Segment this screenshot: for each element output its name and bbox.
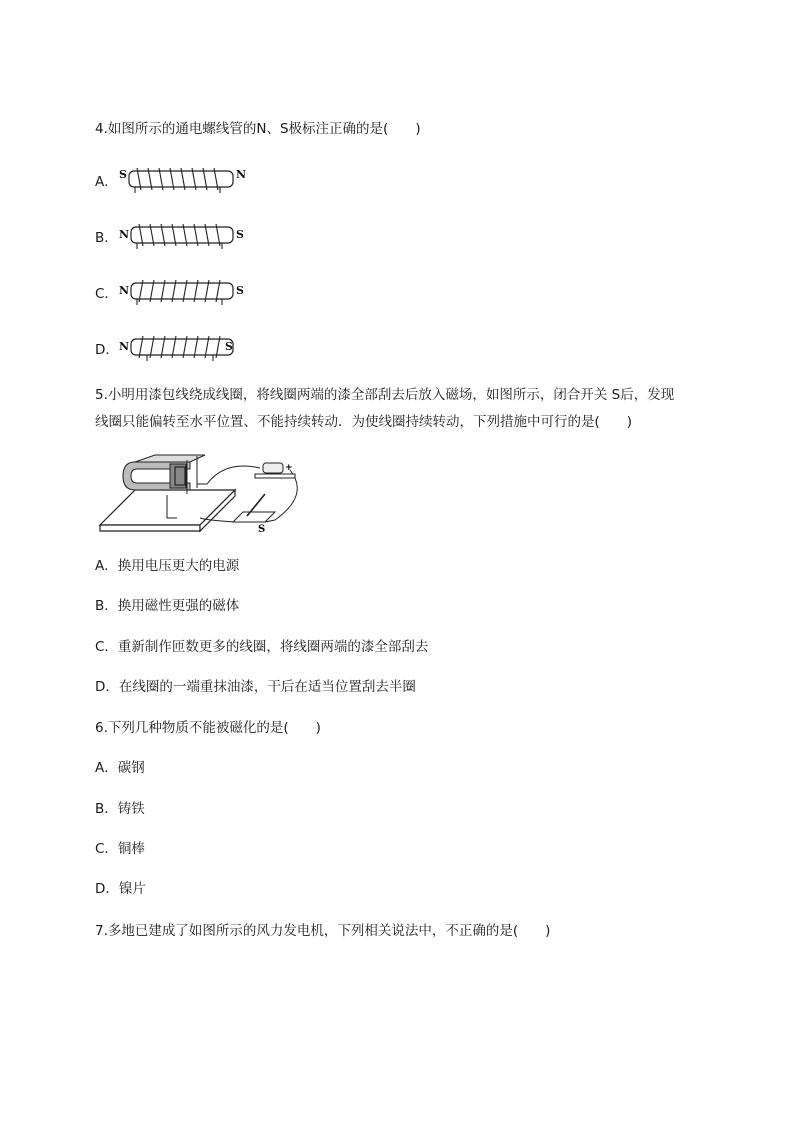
q4-option-a-label: A． (95, 174, 118, 190)
q5-stem-line1: 5.小明用漆包线绕成线圈，将线圈两端的漆全部刮去后放入磁场，如图所示，闭合开关 S后，发现 (95, 387, 675, 403)
q4-option-d-label: D． (95, 342, 119, 358)
solenoid-b-icon (119, 220, 249, 250)
switch-label: S (258, 524, 266, 535)
q4-b-left-pole: N (119, 228, 130, 241)
q4-a-left-pole: S (119, 168, 127, 181)
q4-d-left-pole: N (119, 340, 130, 353)
q6-option-d[interactable]: D．镍片 (95, 881, 146, 897)
solenoid-a-icon (119, 164, 249, 194)
q6-option-c[interactable]: C．铜棒 (95, 841, 145, 857)
q5-option-c[interactable]: C．重新制作匝数更多的线圈，将线圈两端的漆全部刮去 (95, 639, 429, 655)
solenoid-d-icon (119, 332, 249, 362)
q4-b-right-pole: S (236, 228, 244, 241)
q4-option-a[interactable] (95, 164, 295, 194)
q4-stem: 4.如图所示的通电螺线管的N、S极标注正确的是( ) (95, 121, 421, 137)
q4-c-left-pole: N (119, 284, 130, 297)
q4-c-right-pole: S (236, 284, 244, 297)
q4-option-c-label: C． (95, 286, 118, 302)
solenoid-c-icon (119, 276, 249, 306)
q6-option-b[interactable]: B．铸铁 (95, 801, 145, 817)
motor-circuit-figure (95, 450, 310, 535)
q6-option-a[interactable]: A．碳钢 (95, 760, 145, 776)
q4-option-d[interactable] (95, 332, 295, 362)
battery-plus-sign: + (285, 463, 293, 473)
q5-option-a[interactable]: A．换用电压更大的电源 (95, 558, 240, 574)
q5-option-b[interactable]: B．换用磁性更强的磁体 (95, 598, 240, 614)
q4-option-b[interactable] (95, 220, 295, 250)
q6-stem: 6.下列几种物质不能被磁化的是( ) (95, 720, 321, 736)
q4-a-right-pole: N (236, 168, 247, 181)
q4-option-b-label: B． (95, 230, 118, 246)
q7-stem: 7.多地已建成了如图所示的风力发电机，下列相关说法中，不正确的是( ) (95, 923, 551, 939)
q4-option-c[interactable] (95, 276, 295, 306)
q4-d-right-pole: S (225, 340, 233, 353)
q5-option-d[interactable]: D．在线圈的一端重抹油漆，干后在适当位置刮去半圈 (95, 679, 416, 695)
q5-stem-line2: 线圈只能偏转至水平位置、不能持续转动．为使线圈持续转动，下列措施中可行的是( ) (95, 414, 633, 430)
